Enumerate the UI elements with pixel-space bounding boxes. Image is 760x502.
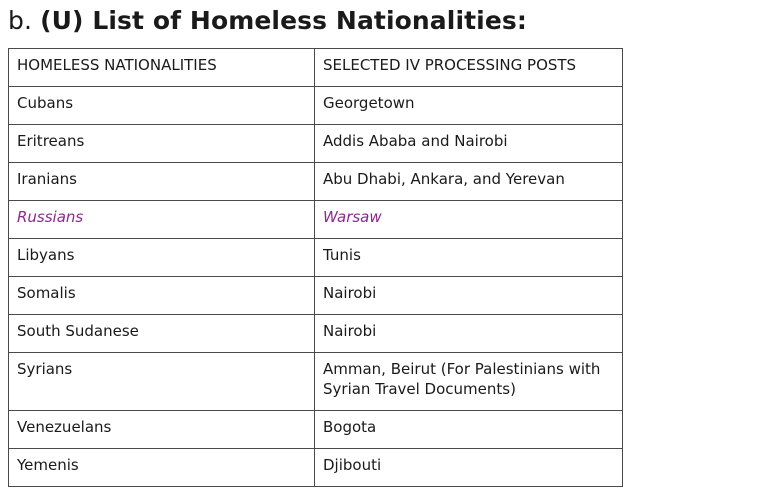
nationality-cell: Eritreans [9,125,315,163]
nationality-cell: Yemenis [9,449,315,487]
post-cell: Nairobi [315,315,623,353]
nationality-cell: Russians [9,201,315,239]
nationality-cell: Libyans [9,239,315,277]
table-row [9,125,623,163]
table-row [9,87,623,125]
nationality-cell: Cubans [9,87,315,125]
post-cell: Addis Ababa and Nairobi [315,125,623,163]
post-cell: Tunis [315,239,623,277]
table-row [9,315,623,353]
table-row-highlighted [9,201,623,239]
section-heading [8,6,527,36]
nationality-cell: Somalis [9,277,315,315]
post-cell: Bogota [315,411,623,449]
post-cell: Djibouti [315,449,623,487]
post-cell: Georgetown [315,87,623,125]
homeless-nationalities-table [8,48,623,487]
table-header-row [9,49,623,87]
nationality-cell: Syrians [9,353,315,411]
table-row [9,277,623,315]
post-cell: Amman, Beirut (For Palestinians with Syrian Travel Documents) [315,353,623,411]
nationality-cell: Iranians [9,163,315,201]
table-row [9,239,623,277]
header-processing-posts: SELECTED IV PROCESSING POSTS [315,49,623,87]
header-nationalities: HOMELESS NATIONALITIES [9,49,315,87]
nationality-cell: South Sudanese [9,315,315,353]
table-row [9,411,623,449]
table-row [9,449,623,487]
section-letter: b. [8,6,33,35]
post-cell: Warsaw [315,201,623,239]
table-row [9,163,623,201]
section-title: (U) List of Homeless Nationalities: [40,6,527,35]
post-cell: Nairobi [315,277,623,315]
table-row [9,353,623,411]
post-cell: Abu Dhabi, Ankara, and Yerevan [315,163,623,201]
nationality-cell: Venezuelans [9,411,315,449]
